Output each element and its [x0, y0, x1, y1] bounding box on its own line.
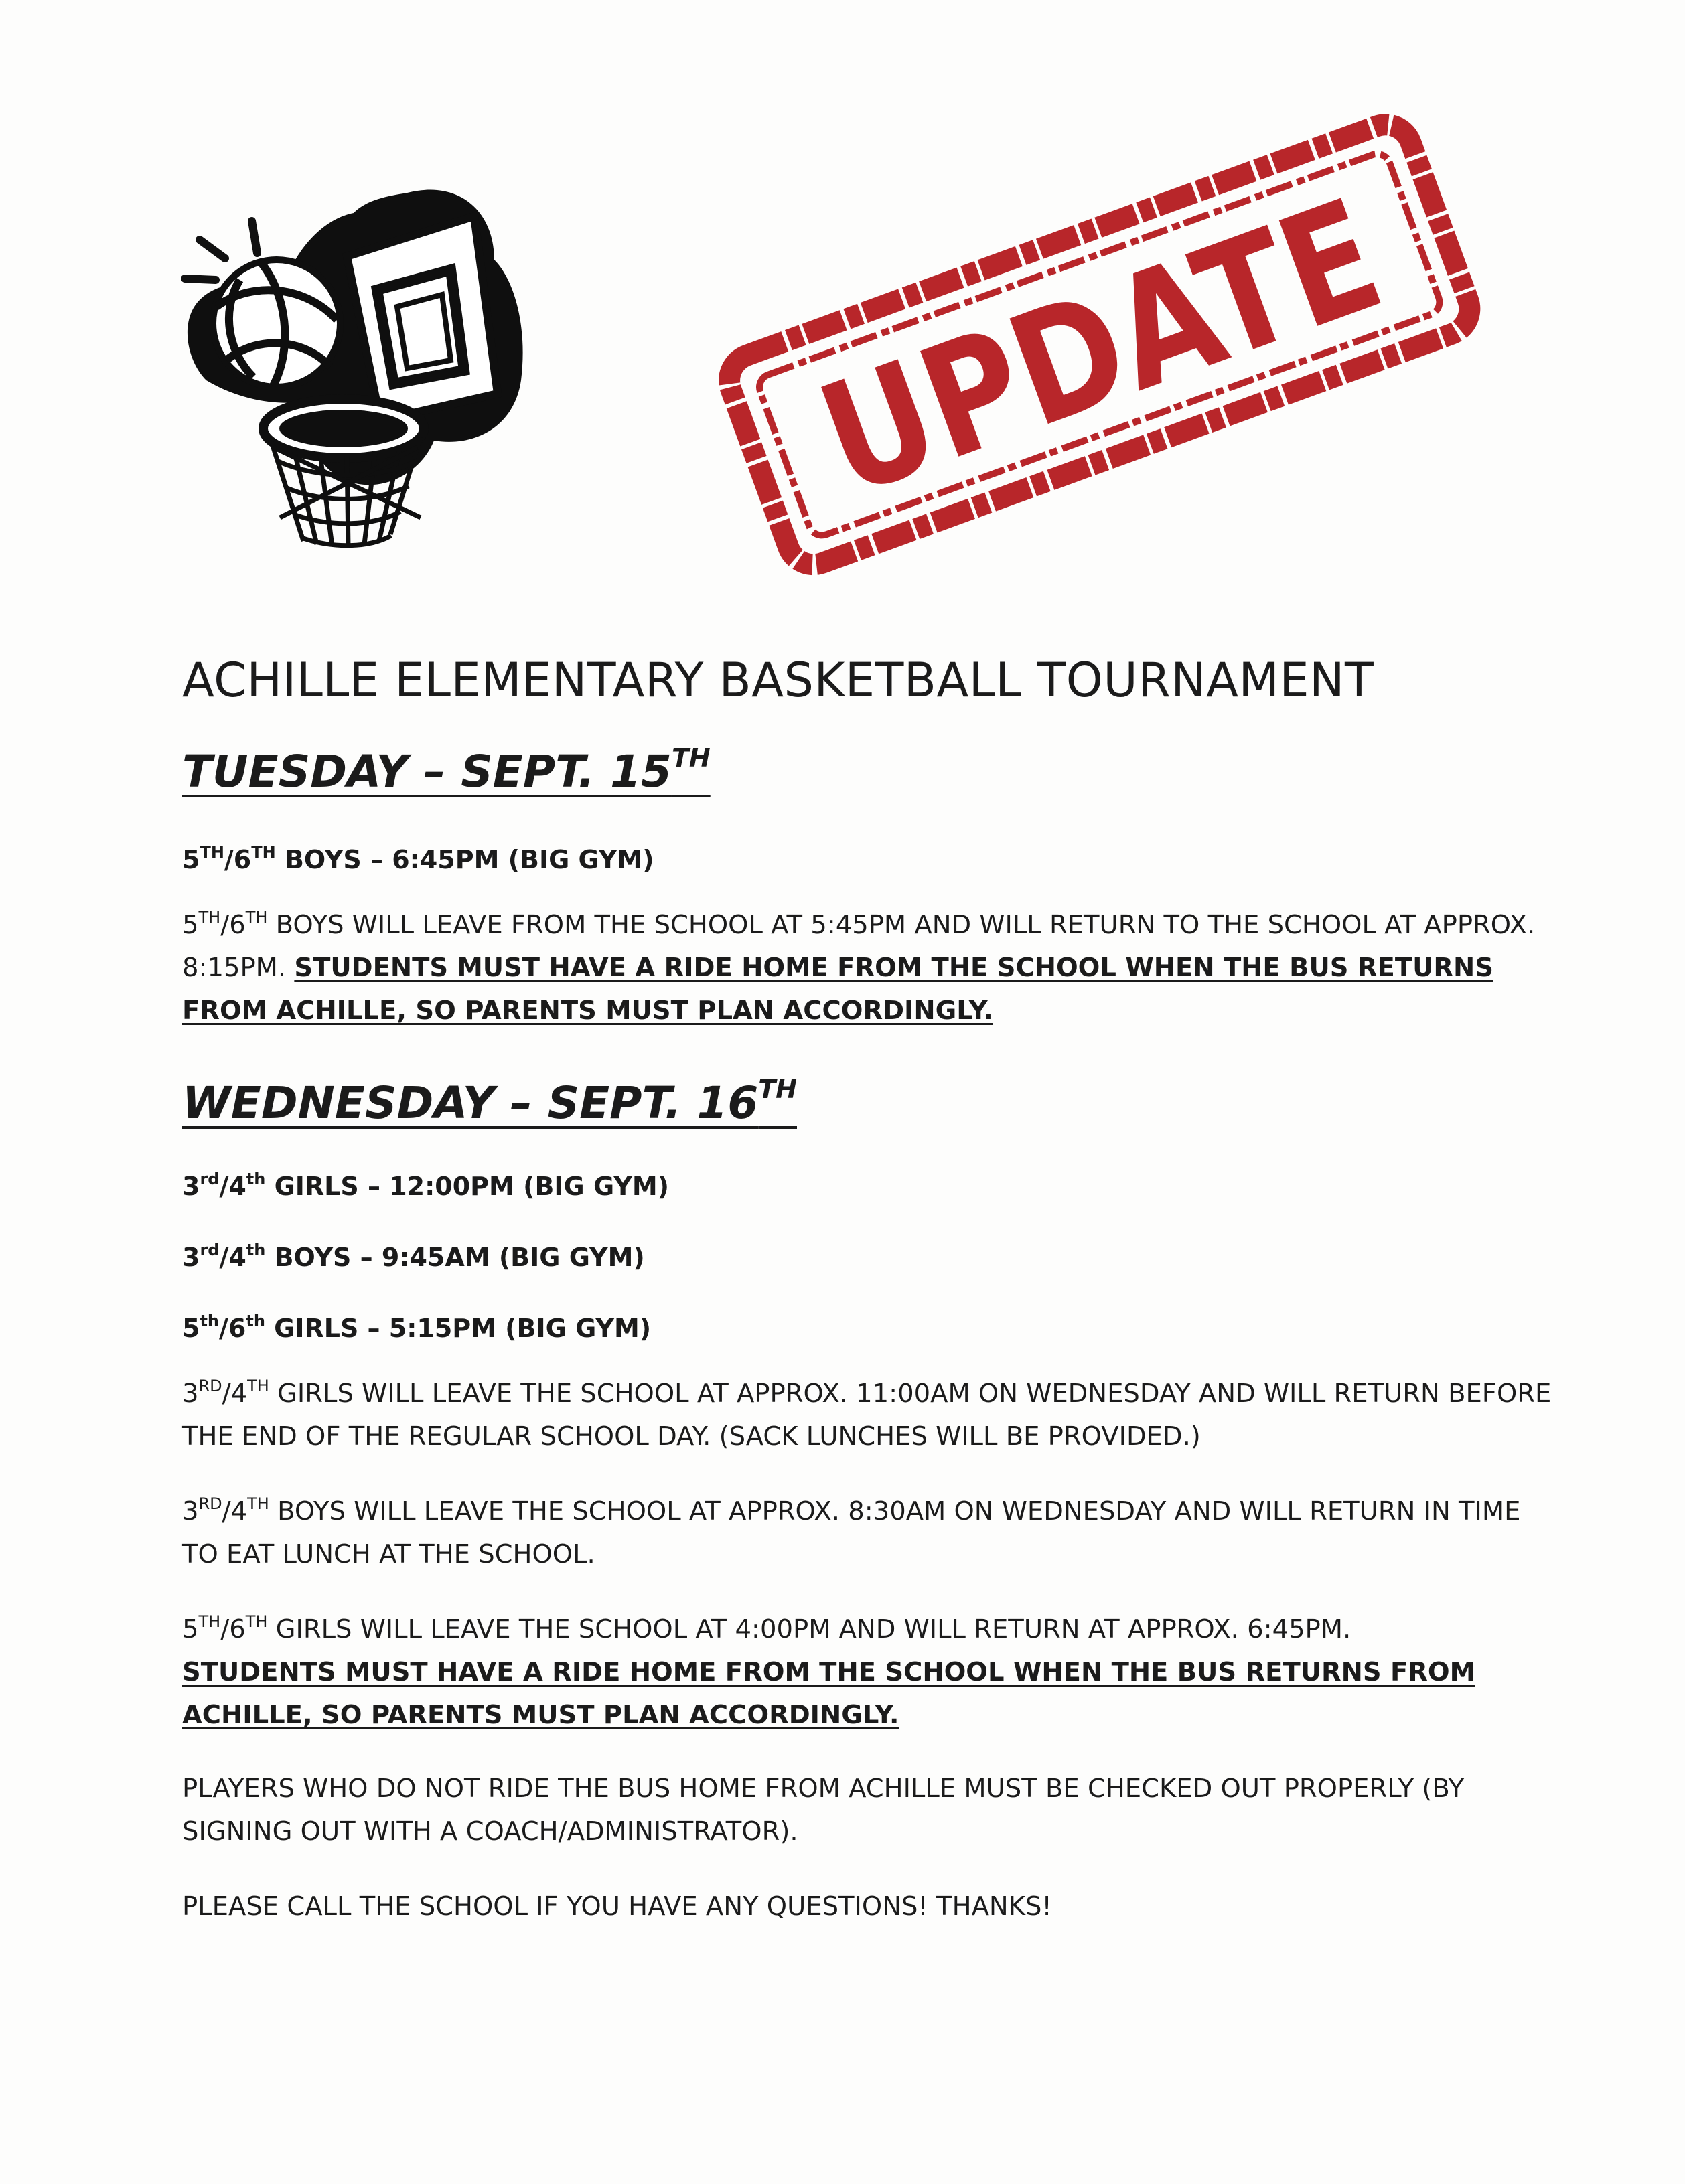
- game-5-6-boys: 5TH/6TH BOYS – 6:45PM (BIG GYM): [182, 843, 654, 874]
- paragraph-3-4-girls: 3RD/4TH GIRLS WILL LEAVE THE SCHOOL AT APPROX. 11:00AM ON WEDNESDAY AND WILL RETURN BEFORE THE END OF THE REGULAR SCHOOL DAY. (SACK LUNCHES WILL BE PROVIDED.): [182, 1377, 1552, 1452]
- ride-home-notice: STUDENTS MUST HAVE A RIDE HOME FROM THE SCHOOL WHEN THE BUS RETURNS FROM ACHILLE, SO PARENTS MUST PLAN ACCORDINGLY.: [182, 1657, 1475, 1730]
- page-title: ACHILLE ELEMENTARY BASKETBALL TOURNAMENT: [182, 653, 1374, 708]
- day-label: TUESDAY – SEPT. 15: [182, 746, 672, 797]
- day-heading-wednesday: [182, 1075, 797, 1129]
- game-5-6-girls: 5th/6th GIRLS – 5:15PM (BIG GYM): [182, 1312, 652, 1343]
- day-suffix: TH: [671, 743, 711, 773]
- stamp-text: UPDATE: [800, 129, 1504, 532]
- update-stamp: [676, 94, 1520, 589]
- day-label: WEDNESDAY – SEPT. 16: [182, 1077, 759, 1129]
- paragraph-5-6-girls: 5TH/6TH GIRLS WILL LEAVE THE SCHOOL AT 4:00PM AND WILL RETURN AT APPROX. 6:45PM. STUDENTS MUST HAVE A RIDE HOME FROM THE SCHOOL WHEN THE BUS RETURNS FROM ACHILLE, SO PARENTS MUST PLAN ACCORDINGLY.: [182, 1612, 1475, 1730]
- paragraph-checkout-policy: PLAYERS WHO DO NOT RIDE THE BUS HOME FROM ACHILLE MUST BE CHECKED OUT PROPERLY (BY SIGNING OUT WITH A COACH/ADMINISTRATOR).: [182, 1774, 1465, 1847]
- basketball-hoop-icon: [179, 179, 595, 554]
- game-3-4-boys: 3rd/4th BOYS – 9:45AM (BIG GYM): [182, 1241, 645, 1272]
- game-3-4-girls: 3rd/4th GIRLS – 12:00PM (BIG GYM): [182, 1170, 670, 1201]
- day-suffix: TH: [758, 1075, 797, 1104]
- paragraph-3-4-boys: 3RD/4TH BOYS WILL LEAVE THE SCHOOL AT APPROX. 8:30AM ON WEDNESDAY AND WILL RETURN IN TIME TO EAT LUNCH AT THE SCHOOL.: [182, 1494, 1521, 1569]
- paragraph-closing: PLEASE CALL THE SCHOOL IF YOU HAVE ANY QUESTIONS! THANKS!: [182, 1891, 1052, 1922]
- day-heading-tuesday: [182, 743, 711, 797]
- paragraph-5-6-boys: 5TH/6TH BOYS WILL LEAVE FROM THE SCHOOL AT 5:45PM AND WILL RETURN TO THE SCHOOL AT APPROX. 8:15PM. STUDENTS MUST HAVE A RIDE HOME FROM THE SCHOOL WHEN THE BUS RETURNS FROM ACHILLE, SO PARENTS MUST PLAN ACCORDINGLY.: [182, 908, 1536, 1026]
- ride-home-notice: STUDENTS MUST HAVE A RIDE HOME FROM THE SCHOOL WHEN THE BUS RETURNS FROM ACHILLE, SO PARENTS MUST PLAN ACCORDINGLY.: [182, 953, 1493, 1026]
